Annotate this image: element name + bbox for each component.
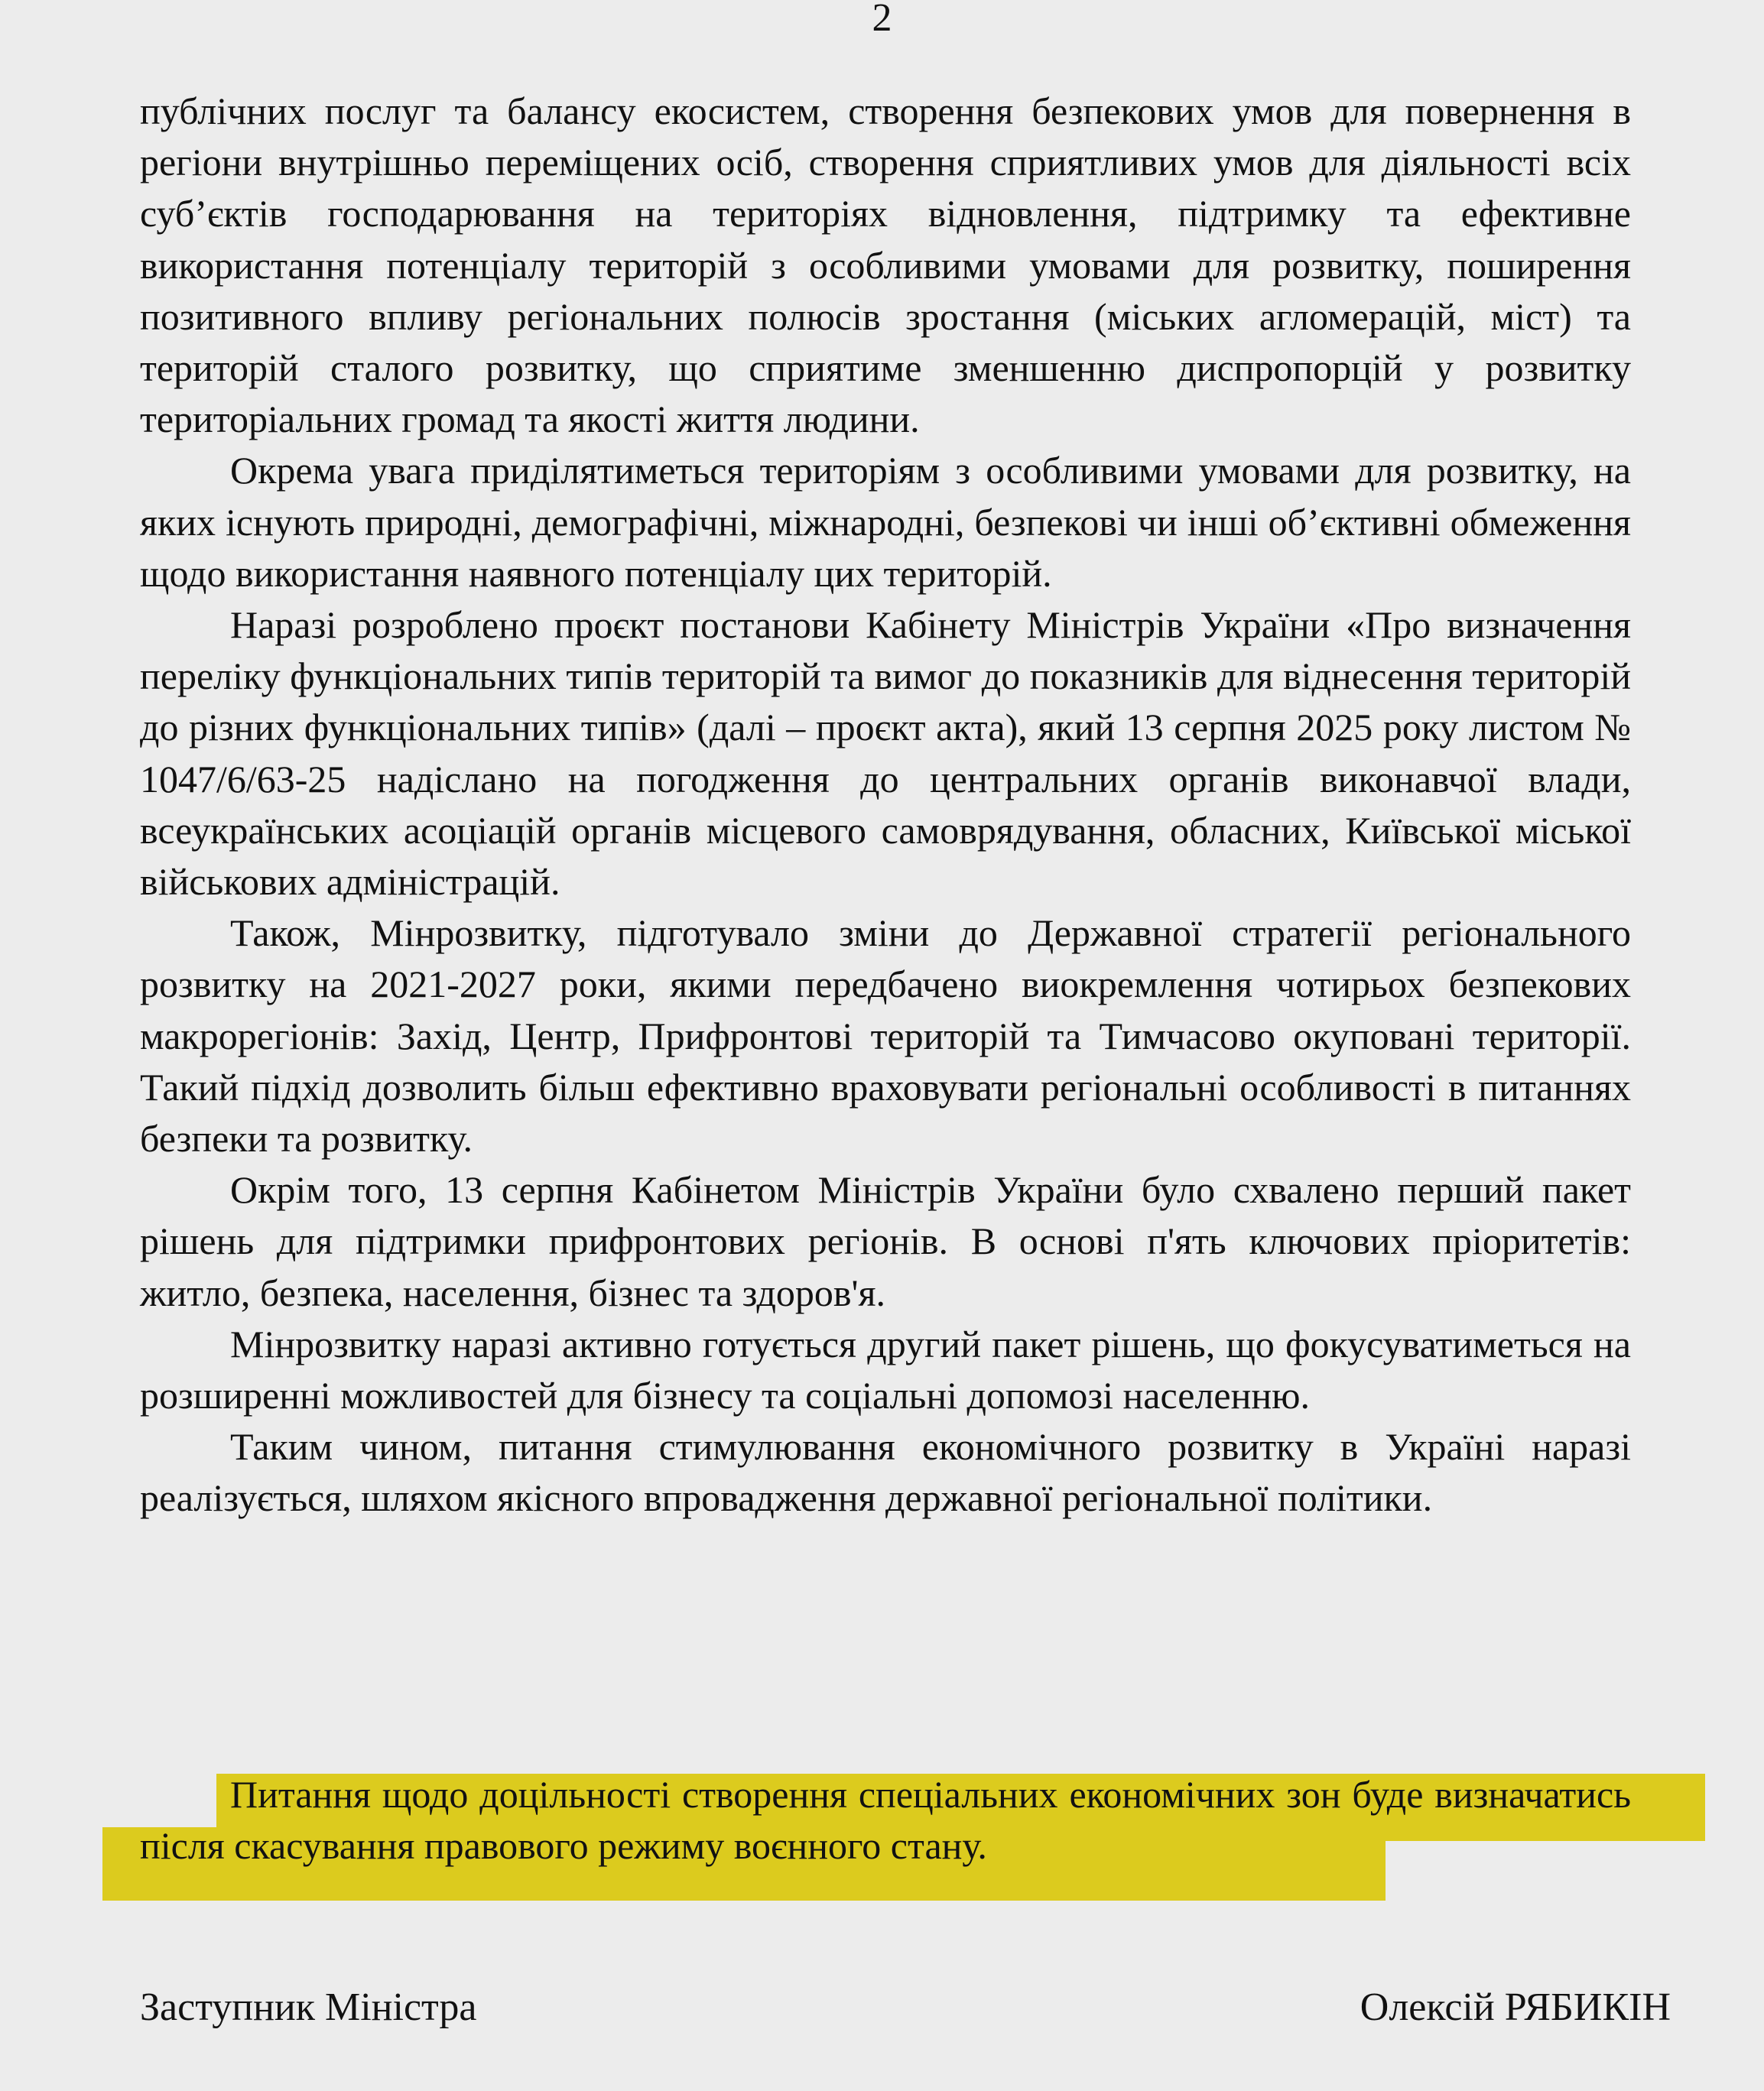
signature-title: Заступник Міністра <box>140 1985 477 2029</box>
paragraph-regional-strategy: Також, Мінрозвитку, підготувало зміни до Державної стратегії регіонального розвитку на 2021-2027 роки, якими передбачено виокремлення чотирьох безпекових макрорегіонів: Захід, Центр, Прифронтові територій та Тимчасово окуповані території. Такий підхід дозволить більш ефективно враховувати регіональні особливості в питаннях безпеки та розвитку. <box>140 911 1631 1161</box>
signature-name: Олексій РЯБИКІН <box>1360 1985 1671 2029</box>
paragraph-special-territories: Окрема увага приділятиметься територіям з особливими умовами для розвитку, на яких існують природні, демографічні, міжнародні, безпекові чи інші об’єктивні обмеження щодо використання наявного потенціалу цих територій. <box>140 449 1631 595</box>
page-number: 2 <box>872 0 892 40</box>
letter-body <box>140 86 1631 1524</box>
paragraph-second-package: Мінрозвитку наразі активно готується другий пакет рішень, що фокусуватиметься на розширенні можливостей для бізнесу та соціальні допомозі населенню. <box>140 1322 1631 1417</box>
paragraph-draft-resolution: Наразі розроблено проєкт постанови Кабінету Міністрів України «Про визначення переліку функціональних типів територій та вимог до показників для віднесення територій до різних функціональних типів» (далі – проєкт акта), який 13 серпня 2025 року листом № 1047/6/63-25 надіслано на погодження до центральних органів виконавчої влади, всеукраїнських асоціацій органів місцевого самоврядування, обласних, Київської міської військових адміністрацій. <box>140 603 1631 904</box>
highlighted-text-block <box>140 1769 1631 1872</box>
paragraph-frontline-support: Окрім того, 13 серпня Кабінетом Міністрів України було схвалено перший пакет рішень для підтримки прифронтових регіонів. В основі п'ять ключових пріоритетів: житло, безпека, населення, бізнес та здоров'я. <box>140 1168 1631 1314</box>
paragraph-special-economic-zones: Питання щодо доцільності створення спеціальних економічних зон буде визначатись після скасування правового режиму воєнного стану. <box>140 1773 1631 1868</box>
paragraph-conclusion: Таким чином, питання стимулювання економічного розвитку в Україні наразі реалізується, шляхом якісного впровадження державної регіональної політики. <box>140 1425 1631 1520</box>
paragraph-ecosystems: публічних послуг та балансу екосистем, створення безпекових умов для повернення в регіони внутрішньо переміщених осіб, створення сприятливих умов для діяльності всіх суб’єктів господарювання на територіях відновлення, підтримку та ефективне використання потенціалу територій з особливими умовами для розвитку, поширення позитивного впливу регіональних полюсів зростання (міських агломерацій, міст) та територій сталого розвитку, що сприятиме зменшенню диспропорцій у розвитку територіальних громад та якості життя людини. <box>140 89 1631 441</box>
